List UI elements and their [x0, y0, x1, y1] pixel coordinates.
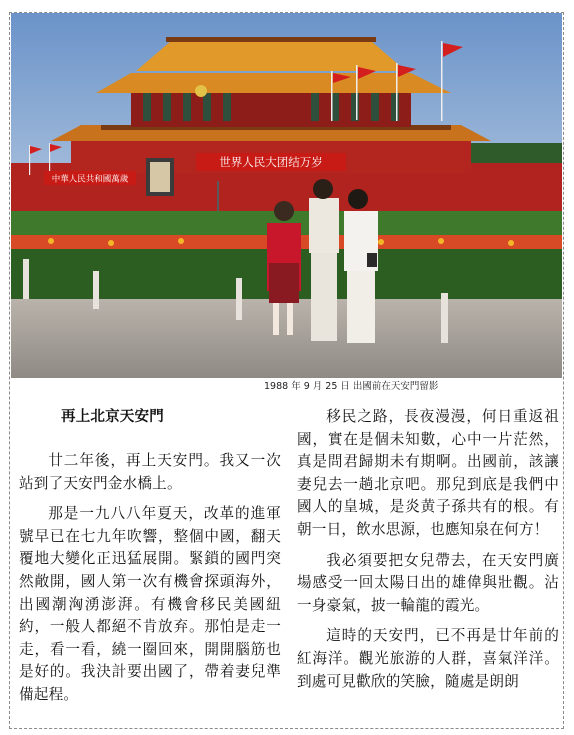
- tiananmen-photo: [11, 13, 562, 378]
- photo-caption: 1988 年 9 月 25 日 出國前在天安門留影: [264, 381, 439, 392]
- article-paragraph: 我必須要把女兒帶去，在天安門廣場感受一回太陽日出的雄偉與壯觀。沾一身豪氣，披一輪龍的霞光。: [297, 551, 559, 614]
- article-paragraph: 這時的天安門，已不再是廿年前的紅海洋。觀光旅游的人群，喜氣洋洋。到處可見歡欣的笑臉，隨處是朗朗: [297, 627, 559, 690]
- article-paragraph: 廿二年後，再上天安門。我又一次站到了天安門金水橋上。: [19, 452, 281, 492]
- photo-illustration: [11, 13, 562, 378]
- banner-left-text: 中華人民共和國萬歲: [51, 174, 129, 185]
- article-paragraph: 那是一九八八年夏天，改革的進軍號早已在七九年吹響，整個中國，翻天覆地大變化正迅猛展開。緊鎖的國門突然敞開，國人第一次有機會探頭海外，出國潮洶湧澎湃。有機會移民美國紐約，一般人都絕不肯放弃。那怕是走一走，看一看，繞一圈回來，開開腦筋也是好的。我決計要出國了，帶着妻兒準備起程。: [19, 505, 281, 703]
- banner-right-text: 世界人民大团结万岁: [219, 155, 323, 169]
- article-paragraph: 移民之路，長夜漫漫，何日重返祖國，實在是個未知數，心中一片茫然，真是問君歸期未有期啊。出國前，該讓妻兒去一趟北京吧。那兒到底是我們中國人的皇城，是炎黄子孫共有的根。有朝一日，飲水思源，也應知泉在何方！: [297, 408, 559, 538]
- article-title: 再上北京天安門: [61, 409, 164, 425]
- article-column-right: [297, 406, 559, 693]
- article-column-left: [19, 406, 281, 707]
